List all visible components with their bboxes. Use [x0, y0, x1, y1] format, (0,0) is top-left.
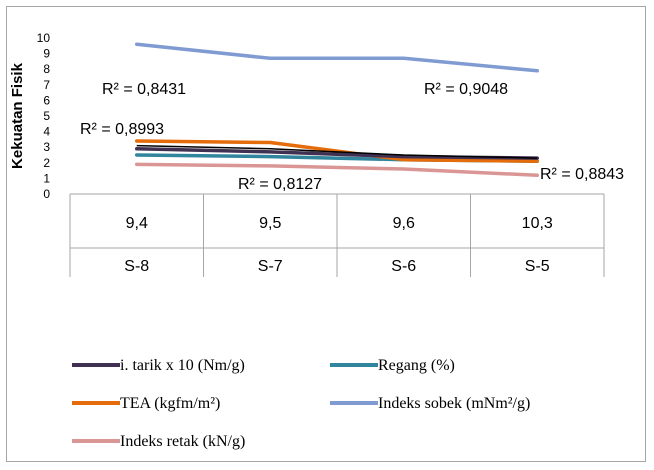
x-tick-label: 9,6: [392, 215, 415, 232]
legend-label: Indeks sobek (mNm²/g): [378, 395, 531, 412]
y-tick-label: 7: [43, 77, 50, 92]
category-table: [70, 194, 604, 277]
r2-annotation: R² = 0,8431: [102, 81, 187, 98]
legend-label: Regang (%): [378, 357, 455, 374]
legend-item: [72, 433, 245, 450]
y-tick-label: 9: [43, 46, 50, 61]
x-tick-label: 9,5: [259, 215, 282, 232]
y-axis-label: Kekuatan Fisik: [9, 63, 26, 169]
legend-label: Indeks retak (kN/g): [120, 433, 246, 450]
y-tick-label: 1: [43, 171, 50, 186]
x-tick-sublabel: S-5: [524, 258, 550, 275]
y-tick-label: 5: [43, 109, 50, 123]
legend: [72, 357, 530, 450]
y-tick-label: 6: [43, 93, 50, 108]
y-tick-label: 3: [43, 140, 50, 155]
y-axis-ticks: [37, 31, 51, 201]
x-tick-sublabel: S-8: [124, 258, 150, 275]
y-tick-label: 10: [36, 31, 50, 45]
y-tick-label: 0: [43, 187, 50, 201]
legend-item: [330, 357, 455, 374]
series-lines: [137, 44, 538, 175]
r2-annotation: R² = 0,9048: [424, 81, 509, 98]
legend-label: i. tarik x 10 (Nm/g): [120, 357, 245, 374]
y-tick-label: 2: [43, 155, 50, 170]
y-tick-label: 8: [43, 62, 50, 77]
y-tick-label: 4: [43, 124, 50, 139]
x-tick-label: 10,3: [521, 215, 553, 232]
legend-label: TEA (kgfm/m²): [120, 395, 221, 412]
legend-item: [72, 395, 220, 412]
r2-annotations: [80, 81, 624, 193]
x-tick-sublabel: S-7: [257, 258, 283, 275]
x-tick-sublabel: S-6: [391, 258, 417, 275]
r2-annotation: R² = 0,8993: [80, 121, 165, 138]
series-line-3: [137, 44, 538, 71]
legend-item: [72, 357, 245, 374]
r2-annotation: R² = 0,8127: [238, 176, 323, 193]
x-tick-label: 9,4: [125, 215, 148, 232]
series-line-4: [137, 164, 538, 175]
legend-item: [330, 395, 530, 412]
r2-annotation: R² = 0,8843: [540, 166, 625, 183]
